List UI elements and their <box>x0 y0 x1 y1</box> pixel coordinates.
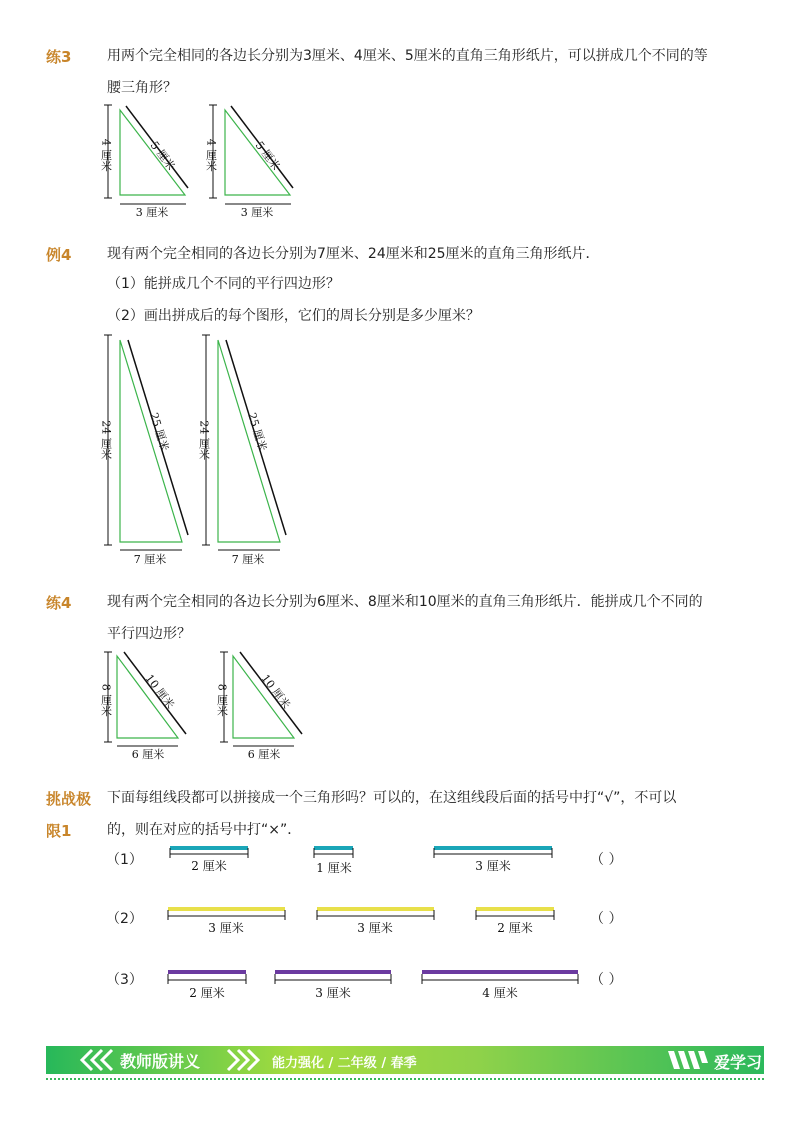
tri-vertical-label: 24 厘米 <box>197 420 211 460</box>
example4-question: 现有两个完全相同的各边长分别为7厘米、24厘米和25厘米的直角三角形纸片． <box>107 246 600 262</box>
example4-triangle-1 <box>100 330 200 570</box>
tri-base-label: 6 厘米 <box>247 748 281 761</box>
chevrons-right-icon <box>222 1048 262 1072</box>
segment-label: 3 厘米 <box>475 859 511 873</box>
segment-label: 2 厘米 <box>497 921 533 935</box>
tri-hyp-label: 10 厘米 <box>142 671 177 712</box>
tri-base-label: 3 厘米 <box>240 206 274 219</box>
tri-hyp-label: 5 厘米 <box>147 138 178 173</box>
tri-hyp-label: 25 厘米 <box>147 411 172 453</box>
segment-label: 1 厘米 <box>316 861 352 875</box>
segment-label: 3 厘米 <box>357 921 393 935</box>
answer-paren[interactable]: （ ） <box>590 972 623 988</box>
chevrons-left-icon <box>78 1048 118 1072</box>
example4-triangle-2 <box>198 330 298 570</box>
segment-row-3 <box>160 964 590 1004</box>
practice4-label: 练4 <box>46 594 72 612</box>
tri-base-label: 7 厘米 <box>133 553 167 566</box>
segment-row-2 <box>160 902 580 942</box>
segment-row-1 <box>160 840 580 880</box>
footer-banner <box>46 1046 764 1074</box>
tri-vertical-label: 4 厘米 <box>99 138 113 172</box>
row-number: （1） <box>106 852 143 868</box>
brand-logo-icon <box>666 1049 710 1071</box>
challenge-label-line2: 限1 <box>46 822 72 840</box>
footer-brand: 爱学习 <box>714 1053 763 1072</box>
segment-label: 3 厘米 <box>208 921 244 935</box>
example4-label: 例4 <box>46 246 72 264</box>
tri-hyp-label: 25 厘米 <box>245 411 270 453</box>
practice3-question-line2: 腰三角形？ <box>107 80 177 96</box>
tri-hyp-label: 10 厘米 <box>258 671 293 712</box>
example4-part2: （2）画出拼成后的每个图形，它们的周长分别是多少厘米？ <box>107 308 480 324</box>
practice4-question-line1: 现有两个完全相同的各边长分别为6厘米、8厘米和10厘米的直角三角形纸片．能拼成几个不同的 <box>107 594 703 610</box>
tri-vertical-label: 4 厘米 <box>204 138 218 172</box>
challenge-question-line2: 的，则在对应的括号中打“×”． <box>107 822 302 838</box>
row-number: （3） <box>106 972 143 988</box>
example4-part1: （1）能拼成几个不同的平行四边形？ <box>107 276 340 292</box>
tri-vertical-label: 8 厘米 <box>99 683 113 717</box>
practice4-triangle-2 <box>216 648 316 763</box>
tri-base-label: 3 厘米 <box>135 206 169 219</box>
segment-label: 2 厘米 <box>191 859 227 873</box>
answer-paren[interactable]: （ ） <box>590 852 623 868</box>
tri-hyp-label: 5 厘米 <box>252 138 283 173</box>
tri-base-label: 7 厘米 <box>231 553 265 566</box>
practice3-triangle-2 <box>205 100 305 220</box>
practice3-question-line1: 用两个完全相同的各边长分别为3厘米、4厘米、5厘米的直角三角形纸片，可以拼成几个不同的等 <box>107 48 708 64</box>
segment-label: 3 厘米 <box>315 986 351 1000</box>
segment-label: 2 厘米 <box>189 986 225 1000</box>
tri-vertical-label: 24 厘米 <box>99 420 113 460</box>
practice3-label: 练3 <box>46 48 72 66</box>
footer-breadcrumb: 能力强化 / 二年级 / 春季 <box>272 1056 417 1071</box>
row-number: （2） <box>106 911 143 927</box>
challenge-label-line1: 挑战极 <box>46 790 92 808</box>
answer-paren[interactable]: （ ） <box>590 911 623 927</box>
tri-base-label: 6 厘米 <box>131 748 165 761</box>
challenge-question-line1: 下面每组线段都可以拼接成一个三角形吗？可以的，在这组线段后面的括号中打“√”，不可以 <box>107 790 677 806</box>
segment-label: 4 厘米 <box>482 986 518 1000</box>
practice4-triangle-1 <box>100 648 200 763</box>
tri-vertical-label: 8 厘米 <box>215 683 229 717</box>
footer-edition: 教师版讲义 <box>120 1052 201 1071</box>
footer-dotted-line <box>46 1078 764 1080</box>
practice3-triangle-1 <box>100 100 200 220</box>
practice4-question-line2: 平行四边形？ <box>107 626 191 642</box>
